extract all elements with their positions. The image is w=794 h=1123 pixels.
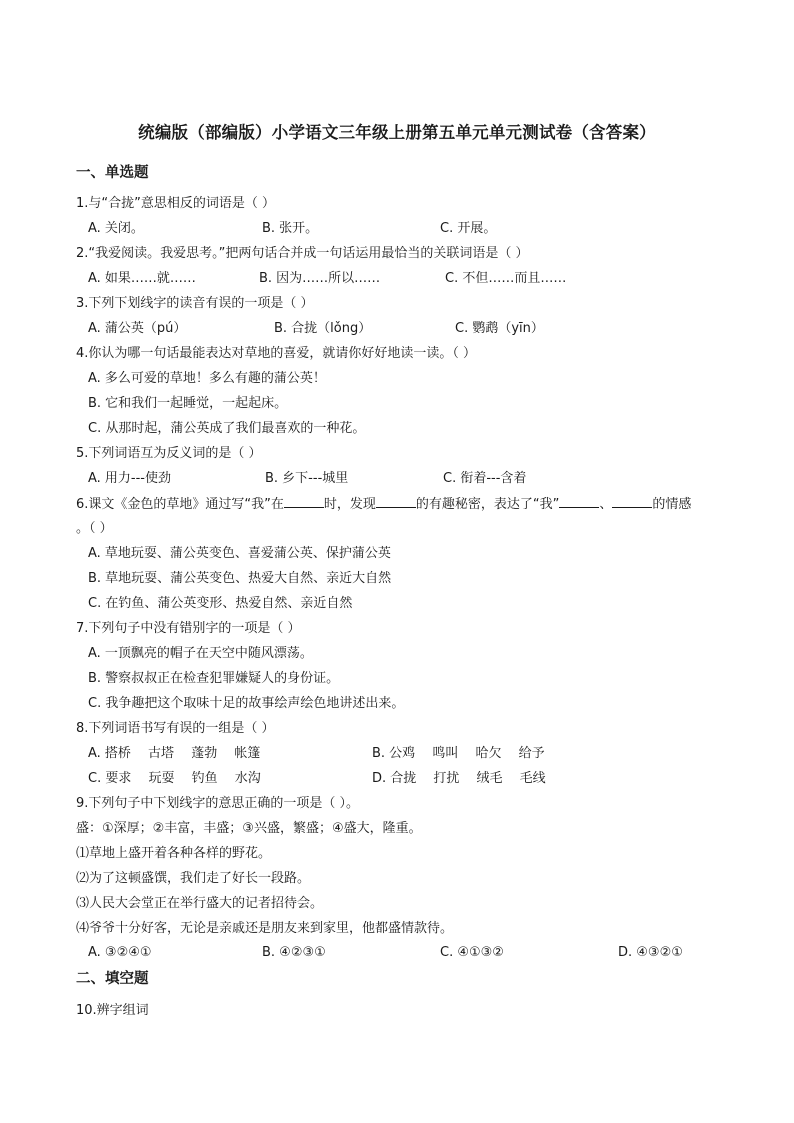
question-7-option-c: C. 我争趣把这个取味十足的故事绘声绘色地讲述出来。 xyxy=(88,696,405,711)
option-c: C. 衔着---含着 xyxy=(443,471,527,486)
answer-blank[interactable] xyxy=(559,495,599,508)
question-9-sentence-2: ⑵为了这顿盛馔，我们走了好长一段路。 xyxy=(76,871,311,886)
question-9-sentence-4: ⑷爷爷十分好客，无论是亲戚还是朋友来到家里，他都盛情款待。 xyxy=(76,921,454,936)
option-d: D. 合拢 打扰 绒毛 毛线 xyxy=(372,771,546,786)
question-7-stem: 7.下列句子中没有错别字的一项是（ ） xyxy=(76,621,301,636)
option-a: A. 用力---使劲 xyxy=(88,471,172,486)
question-10-stem: 10.辨字组词 xyxy=(76,1003,149,1018)
question-4-option-b: B. 它和我们一起睡觉，一起起床。 xyxy=(88,396,288,411)
option-a: A. 搭桥 古塔 蓬勃 帐篷 xyxy=(88,746,261,761)
option-a: A. 如果……就…… xyxy=(88,271,196,286)
option-c: C. 开展。 xyxy=(440,221,497,236)
option-d: D. ④③②① xyxy=(618,945,683,960)
answer-blank[interactable] xyxy=(376,495,416,508)
question-6-option-c: C. 在钓鱼、蒲公英变形、热爱自然、亲近自然 xyxy=(88,596,353,611)
question-4-stem: 4.你认为哪一句话最能表达对草地的喜爱，就请你好好地读一读。（ ） xyxy=(76,346,477,361)
section-heading-fill-in: 二、填空题 xyxy=(76,971,149,987)
option-a: A. 关闭。 xyxy=(88,221,144,236)
question-6-option-a: A. 草地玩耍、蒲公英变色、喜爱蒲公英、保护蒲公英 xyxy=(88,546,391,561)
question-6-stem-end: 。（ ） xyxy=(76,521,113,536)
option-b: B. 乡下---城里 xyxy=(265,471,349,486)
question-5-stem: 5.下列词语互为反义词的是（ ） xyxy=(76,446,262,461)
question-9-meaning: 盛：①深厚；②丰富，丰盛；③兴盛，繁盛；④盛大，隆重。 xyxy=(76,821,422,836)
page-title: 统编版（部编版）小学语文三年级上册第五单元单元测试卷（含答案） xyxy=(138,123,656,142)
option-b: B. 合拢（lǒng） xyxy=(274,321,372,336)
question-7-option-b: B. 警察叔叔正在检查犯罪嫌疑人的身份证。 xyxy=(88,671,340,686)
stem-part: 的情感 xyxy=(652,497,692,512)
option-b: B. 张开。 xyxy=(262,221,319,236)
question-9-stem: 9.下列句子中下划线字的意思正确的一项是（ ）。 xyxy=(76,796,360,811)
stem-part: 6.课文《金色的草地》通过写“我”在 xyxy=(76,497,284,512)
option-b: B. 因为……所以…… xyxy=(259,271,381,286)
option-b: B. ④②③① xyxy=(262,945,326,960)
question-3-stem: 3.下列下划线字的读音有误的一项是（ ） xyxy=(76,296,314,311)
question-4-option-c: C. 从那时起，蒲公英成了我们最喜欢的一种花。 xyxy=(88,421,366,436)
option-c: C. 不但……而且…… xyxy=(445,271,567,286)
question-2-stem: 2.“我爱阅读。我爱思考。”把两句话合并成一句话运用最恰当的关联词语是（ ） xyxy=(76,246,529,261)
answer-blank[interactable] xyxy=(612,495,652,508)
option-a: A. 蒲公英（pú） xyxy=(88,321,187,336)
stem-part: 的有趣秘密，表达了“我” xyxy=(415,497,560,512)
option-c: C. ④①③② xyxy=(440,945,504,960)
question-8-stem: 8.下列词语书写有误的一组是（ ） xyxy=(76,721,275,736)
question-4-option-a: A. 多么可爱的草地！多么有趣的蒲公英！ xyxy=(88,371,326,386)
option-c: C. 鹦鹉（yīn） xyxy=(455,321,544,336)
question-9-sentence-3: ⑶人民大会堂正在举行盛大的记者招待会。 xyxy=(76,896,324,911)
question-7-option-a: A. 一顶飘亮的帽子在天空中随风漂荡。 xyxy=(88,646,313,661)
section-heading-single-choice: 一、单选题 xyxy=(76,165,149,181)
option-b: B. 公鸡 鸣叫 哈欠 给予 xyxy=(372,746,545,761)
question-6-stem xyxy=(76,495,691,514)
stem-part: 时，发现 xyxy=(323,497,376,512)
option-c: C. 要求 玩耍 钓鱼 水沟 xyxy=(88,771,261,786)
question-9-sentence-1: ⑴草地上盛开着各种各样的野花。 xyxy=(76,846,272,861)
question-6-option-b: B. 草地玩耍、蒲公英变色、热爱大自然、亲近大自然 xyxy=(88,571,392,586)
answer-blank[interactable] xyxy=(284,495,324,508)
question-1-stem: 1.与“合拢”意思相反的词语是（ ） xyxy=(76,196,276,211)
option-a: A. ③②④① xyxy=(88,945,152,960)
stem-part: 、 xyxy=(599,497,613,512)
